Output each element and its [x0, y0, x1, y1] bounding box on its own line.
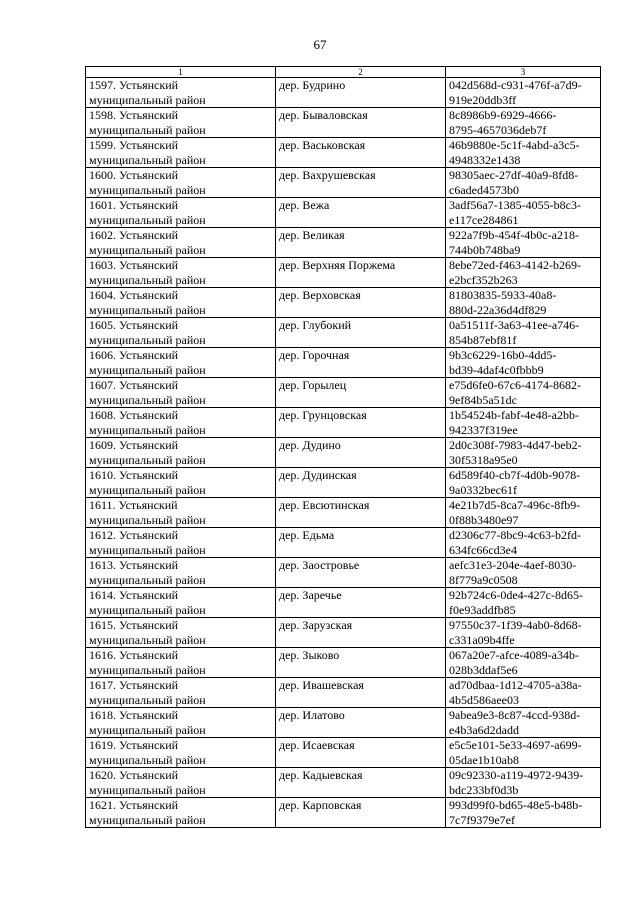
settlement-cell: [276, 528, 446, 558]
identifier-cell-text: 9abea9e3-8c87-4ccd-938d- e4b3a6d2dadd: [449, 708, 581, 737]
municipality-cell-text: 1621. Устьянский муниципальный район: [89, 798, 206, 827]
table-row: [86, 708, 601, 738]
identifier-cell-text: 6d589f40-cb7f-4d0b-9078- 9a0332bec61f: [449, 468, 581, 497]
identifier-cell-text: 98305aec-27df-40a9-8fd8- c6aded4573b0: [449, 168, 579, 197]
table-row: [86, 678, 601, 708]
municipality-cell-text: 1613. Устьянский муниципальный район: [89, 558, 206, 587]
header-row: [86, 67, 601, 78]
table-row: [86, 468, 601, 498]
municipality-cell: [86, 498, 276, 528]
identifier-cell: [446, 558, 601, 588]
municipality-cell: [86, 228, 276, 258]
municipality-cell-text: 1615. Устьянский муниципальный район: [89, 618, 206, 647]
settlement-cell-text: дер. Кадыевская: [279, 768, 363, 782]
settlement-cell-text: дер. Дудинская: [279, 468, 357, 482]
identifier-cell: [446, 438, 601, 468]
settlement-cell: [276, 348, 446, 378]
settlement-cell: [276, 168, 446, 198]
table-row: [86, 438, 601, 468]
settlement-cell-text: дер. Грунцовская: [279, 408, 367, 422]
municipality-cell-text: 1604. Устьянский муниципальный район: [89, 288, 206, 317]
identifier-cell-text: 1b54524b-fabf-4e48-a2bb- 942337f319ee: [449, 408, 579, 437]
identifier-cell-text: d2306c77-8bc9-4c63-b2fd- 634fc66cd3e4: [449, 528, 581, 557]
municipality-cell-text: 1612. Устьянский муниципальный район: [89, 528, 206, 557]
table-row: [86, 798, 601, 828]
table-row: [86, 348, 601, 378]
identifier-cell: [446, 318, 601, 348]
settlement-cell-text: дер. Вежа: [279, 198, 330, 212]
table-row: [86, 618, 601, 648]
settlement-cell: [276, 78, 446, 108]
identifier-cell-text: e75d6fe0-67c6-4174-8682- 9ef84b5a51dc: [449, 378, 581, 407]
identifier-cell: [446, 648, 601, 678]
table-row: [86, 588, 601, 618]
identifier-cell: [446, 138, 601, 168]
settlement-cell-text: дер. Будрино: [279, 78, 346, 92]
identifier-cell: [446, 768, 601, 798]
settlement-cell: [276, 108, 446, 138]
table-row: [86, 408, 601, 438]
settlement-cell-text: дер. Заостровье: [279, 558, 360, 572]
settlement-cell: [276, 288, 446, 318]
column-header-1: 1: [86, 67, 276, 78]
identifier-cell: [446, 258, 601, 288]
table-row: [86, 528, 601, 558]
municipality-cell-text: 1610. Устьянский муниципальный район: [89, 468, 206, 497]
municipality-cell: [86, 468, 276, 498]
settlement-cell-text: дер. Евсютинская: [279, 498, 370, 512]
identifier-cell-text: aefc31e3-204e-4aef-8030- 8f779a9c0508: [449, 558, 577, 587]
identifier-cell: [446, 618, 601, 648]
settlement-cell-text: дер. Великая: [279, 228, 345, 242]
column-header-3: 3: [446, 67, 601, 78]
identifier-cell-text: 2d0c308f-7983-4d47-beb2- 30f5318a95e0: [449, 438, 582, 467]
identifier-cell: [446, 738, 601, 768]
identifier-cell-text: 46b9880e-5c1f-4abd-a3c5- 4948332e1438: [449, 138, 580, 167]
identifier-cell-text: 0a51511f-3a63-41ee-a746- 854b87ebf81f: [449, 318, 580, 347]
municipality-cell: [86, 318, 276, 348]
identifier-cell-text: 8c8986b9-6929-4666- 8795-4657036deb7f: [449, 108, 557, 137]
municipality-cell-text: 1609. Устьянский муниципальный район: [89, 438, 206, 467]
table-row: [86, 498, 601, 528]
municipality-cell-text: 1611. Устьянский муниципальный район: [89, 498, 206, 527]
settlement-cell-text: дер. Верховская: [279, 288, 361, 302]
municipality-cell-text: 1620. Устьянский муниципальный район: [89, 768, 206, 797]
municipality-cell: [86, 678, 276, 708]
column-header-2: 2: [276, 67, 446, 78]
municipality-cell: [86, 588, 276, 618]
settlement-cell-text: дер. Васьковская: [279, 138, 366, 152]
identifier-cell: [446, 108, 601, 138]
identifier-cell: [446, 588, 601, 618]
municipality-cell: [86, 258, 276, 288]
identifier-cell: [446, 288, 601, 318]
municipality-cell-text: 1601. Устьянский муниципальный район: [89, 198, 206, 227]
identifier-cell: [446, 378, 601, 408]
identifier-cell: [446, 528, 601, 558]
municipality-cell: [86, 768, 276, 798]
settlement-cell: [276, 408, 446, 438]
identifier-cell-text: 81803835-5933-40a8- 880d-22a36d4df829: [449, 288, 557, 317]
identifier-cell-text: 92b724c6-0de4-427c-8d65- f0e93addfb85: [449, 588, 583, 617]
municipality-cell-text: 1602. Устьянский муниципальный район: [89, 228, 206, 257]
table-row: [86, 378, 601, 408]
table-row: [86, 288, 601, 318]
identifier-cell-text: 9b3c6229-16b0-4dd5- bd39-4daf4c0fbbb9: [449, 348, 557, 377]
settlement-cell: [276, 318, 446, 348]
page-number: 67: [313, 37, 327, 52]
municipality-cell: [86, 618, 276, 648]
settlement-cell-text: дер. Горочная: [279, 348, 350, 362]
municipality-cell-text: 1606. Устьянский муниципальный район: [89, 348, 206, 377]
settlement-cell-text: дер. Заречье: [279, 588, 342, 602]
settlement-cell-text: дер. Зарузская: [279, 618, 353, 632]
settlement-cell: [276, 678, 446, 708]
municipality-cell: [86, 408, 276, 438]
identifier-cell: [446, 228, 601, 258]
municipality-cell: [86, 198, 276, 228]
settlement-cell-text: дер. Верхняя Поржема: [279, 258, 396, 272]
settlement-cell-text: дер. Бываловская: [279, 108, 368, 122]
settlement-cell-text: дер. Вахрушевская: [279, 168, 376, 182]
settlement-cell-text: дер. Едьма: [279, 528, 335, 542]
municipality-cell: [86, 438, 276, 468]
municipality-cell-text: 1597. Устьянский муниципальный район: [89, 78, 206, 107]
settlement-cell: [276, 258, 446, 288]
identifier-cell: [446, 678, 601, 708]
municipality-cell-text: 1605. Устьянский муниципальный район: [89, 318, 206, 347]
municipality-cell-text: 1603. Устьянский муниципальный район: [89, 258, 206, 287]
municipality-cell: [86, 798, 276, 828]
table-row: [86, 768, 601, 798]
identifier-cell-text: 4e21b7d5-8ca7-496c-8fb9- 0f88b3480e97: [449, 498, 581, 527]
identifier-cell: [446, 408, 601, 438]
table-row: [86, 78, 601, 108]
identifier-cell-text: 09c92330-a119-4972-9439- bdc233bf0d3b: [449, 768, 584, 797]
identifier-cell-text: 922a7f9b-454f-4b0c-a218- 744b0b748ba9: [449, 228, 579, 257]
identifier-cell-text: 3adf56a7-1385-4055-b8c3- e117ce284861: [449, 198, 581, 227]
settlement-cell-text: дер. Илатово: [279, 708, 345, 722]
table-row: [86, 198, 601, 228]
municipality-cell-text: 1599. Устьянский муниципальный район: [89, 138, 206, 167]
municipality-cell: [86, 378, 276, 408]
municipality-cell: [86, 708, 276, 738]
identifier-cell: [446, 708, 601, 738]
municipality-cell: [86, 528, 276, 558]
municipality-cell: [86, 288, 276, 318]
municipality-cell: [86, 648, 276, 678]
settlement-cell: [276, 618, 446, 648]
municipality-cell-text: 1614. Устьянский муниципальный район: [89, 588, 206, 617]
settlement-cell: [276, 198, 446, 228]
settlement-cell-text: дер. Глубокий: [279, 318, 352, 332]
table-row: [86, 738, 601, 768]
identifier-cell: [446, 78, 601, 108]
municipality-cell: [86, 78, 276, 108]
identifier-cell-text: 993d99f0-bd65-48e5-b48b- 7c7f9379e7ef: [449, 798, 583, 827]
table-row: [86, 108, 601, 138]
municipality-cell-text: 1618. Устьянский муниципальный район: [89, 708, 206, 737]
municipality-cell: [86, 168, 276, 198]
settlement-cell: [276, 378, 446, 408]
identifier-cell-text: ad70dbaa-1d12-4705-a38a- 4b5d586aee03: [449, 678, 582, 707]
settlement-cell-text: дер. Горылец: [279, 378, 347, 392]
settlement-cell: [276, 648, 446, 678]
settlement-cell: [276, 798, 446, 828]
identifier-cell-text: 042d568d-c931-476f-a7d9- 919e20ddb3ff: [449, 78, 582, 107]
identifier-cell-text: e5c5e101-5e33-4697-a699- 05dae1b10ab8: [449, 738, 582, 767]
municipality-cell: [86, 738, 276, 768]
identifier-cell: [446, 168, 601, 198]
settlement-cell: [276, 588, 446, 618]
municipality-cell-text: 1608. Устьянский муниципальный район: [89, 408, 206, 437]
municipality-cell: [86, 108, 276, 138]
settlement-cell-text: дер. Карповская: [279, 798, 362, 812]
municipality-cell-text: 1607. Устьянский муниципальный район: [89, 378, 206, 407]
identifier-cell: [446, 498, 601, 528]
settlement-cell: [276, 738, 446, 768]
identifier-cell: [446, 348, 601, 378]
identifier-cell-text: 97550c37-1f39-4ab0-8d68- c331a09b4ffe: [449, 618, 582, 647]
municipality-cell-text: 1616. Устьянский муниципальный район: [89, 648, 206, 677]
table-row: [86, 558, 601, 588]
table-row: [86, 138, 601, 168]
settlement-cell: [276, 438, 446, 468]
settlement-cell-text: дер. Исаевская: [279, 738, 355, 752]
identifier-cell: [446, 798, 601, 828]
identifier-cell: [446, 468, 601, 498]
settlement-cell: [276, 228, 446, 258]
settlement-cell: [276, 468, 446, 498]
municipality-cell-text: 1619. Устьянский муниципальный район: [89, 738, 206, 767]
municipality-cell: [86, 558, 276, 588]
table-row: [86, 318, 601, 348]
table-row: [86, 258, 601, 288]
table-row: [86, 648, 601, 678]
settlement-cell: [276, 498, 446, 528]
settlement-cell: [276, 768, 446, 798]
settlement-cell-text: дер. Дудино: [279, 438, 341, 452]
table-body: [86, 78, 601, 828]
municipality-cell-text: 1600. Устьянский муниципальный район: [89, 168, 206, 197]
settlement-cell: [276, 138, 446, 168]
settlement-cell: [276, 558, 446, 588]
table-header: [86, 67, 601, 78]
identifier-cell-text: 067a20e7-afce-4089-a34b- 028b3ddaf5e6: [449, 648, 579, 677]
municipality-cell-text: 1598. Устьянский муниципальный район: [89, 108, 206, 137]
settlements-table: [85, 66, 601, 828]
municipality-cell-text: 1617. Устьянский муниципальный район: [89, 678, 206, 707]
municipality-cell: [86, 348, 276, 378]
identifier-cell-text: 8ebe72ed-f463-4142-b269- e2bcf352b263: [449, 258, 581, 287]
settlement-cell-text: дер. Ивашевская: [279, 678, 364, 692]
settlement-cell-text: дер. Зыково: [279, 648, 340, 662]
identifier-cell: [446, 198, 601, 228]
settlement-cell: [276, 708, 446, 738]
table-row: [86, 168, 601, 198]
municipality-cell: [86, 138, 276, 168]
table-row: [86, 228, 601, 258]
